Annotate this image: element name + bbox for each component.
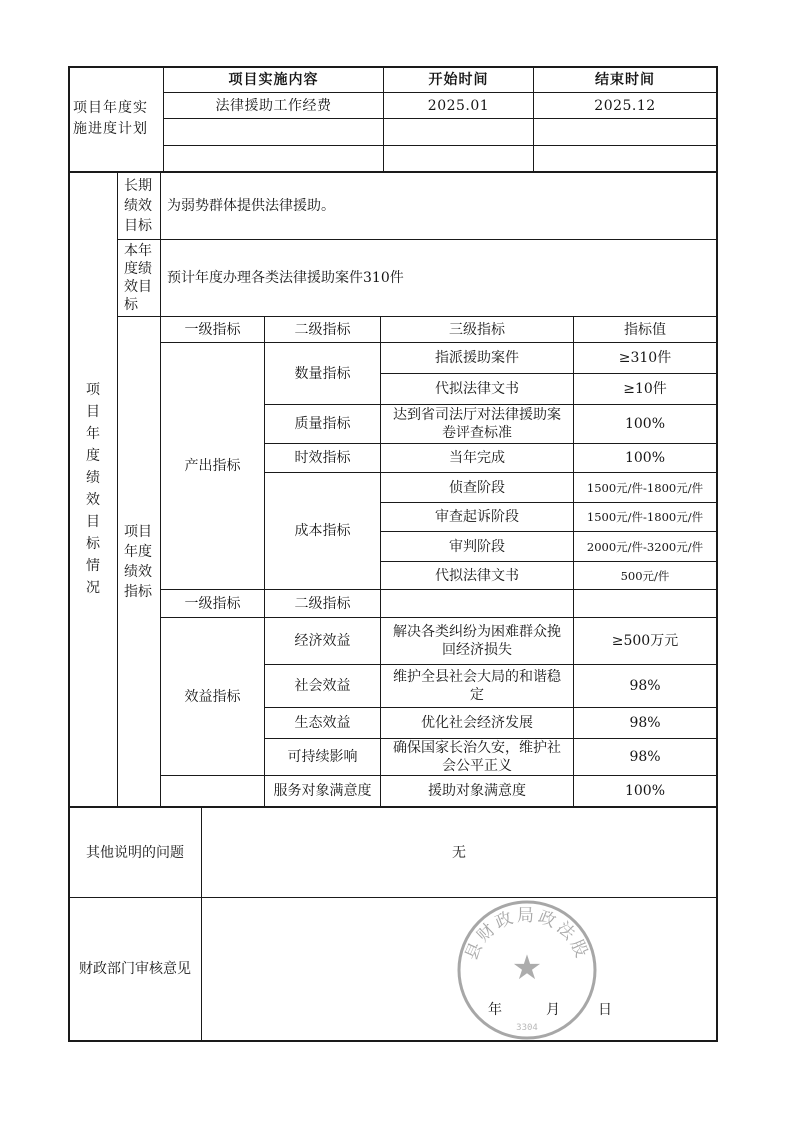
- header2-level1: 一级指标: [184, 595, 241, 612]
- cost-item-value: 2000元/件-3200元/件: [586, 539, 704, 554]
- annual-text: 预计年度办理各类法律援助案件310件: [167, 270, 404, 286]
- quantity-item-value: ≥310件: [618, 350, 672, 366]
- cost-item-value: 1500元/件-1800元/件: [586, 480, 704, 495]
- timeliness-item-value: 100%: [624, 450, 666, 466]
- review-label: 财政部门审核意见: [79, 961, 191, 977]
- review-date-day: 日: [598, 1002, 612, 1018]
- other-text: 无: [452, 844, 466, 861]
- schedule-row-label: [69, 67, 163, 171]
- cost-item-name: 代拟法律文书: [435, 567, 519, 584]
- sustainable-label: 可持续影响: [287, 749, 358, 765]
- header-content: 项目实施内容: [228, 71, 319, 88]
- indicators-label-text: 项目年度绩效指标: [124, 523, 152, 600]
- cost-item-name: 审查起诉阶段: [435, 509, 519, 525]
- sustainable-item-name: 确保国家长治久安，维护社会公平正义: [393, 740, 561, 774]
- review-date-year: 年: [488, 1002, 502, 1018]
- economic-item-value: ≥500万元: [611, 633, 679, 649]
- satisfaction-item-value: 100%: [624, 783, 666, 799]
- ecological-label: 生态效益: [294, 715, 351, 731]
- quantity-item-name: 指派援助案件: [435, 350, 519, 366]
- svg-text:3304: 3304: [516, 1023, 538, 1033]
- header-start: 开始时间: [428, 71, 489, 88]
- quantity-item-value: ≥10件: [623, 381, 667, 397]
- quality-item-value: 100%: [624, 416, 666, 432]
- satisfaction-item-name: 援助对象满意度: [428, 783, 526, 799]
- annual-label-text: 本年度绩效目标: [124, 243, 152, 313]
- other-label: 其他说明的问题: [86, 844, 184, 861]
- svg-text:县财政局政法股: 县财政局政法股: [461, 906, 593, 964]
- ecological-item-value: 98%: [629, 715, 661, 731]
- cost-item-name: 侦查阶段: [449, 479, 505, 496]
- cost-item-value: 1500元/件-1800元/件: [586, 510, 704, 524]
- long-term-text: 为弱势群体提供法律援助。: [167, 197, 335, 214]
- header-level2: 二级指标: [294, 321, 351, 338]
- long-term-label: [118, 172, 160, 239]
- schedule-row-label-text: 项目年度实施进度计划: [73, 100, 148, 137]
- annual-label: [118, 240, 160, 316]
- social-item-value: 98%: [629, 678, 661, 694]
- quality-label: 质量指标: [294, 416, 351, 432]
- economic-item-name: 解决各类纠纷为困难群众挽回经济损失: [393, 624, 561, 658]
- cost-item-value: 500元/件: [620, 568, 670, 583]
- goals-section-label-text: 项目年度绩效目标情况: [86, 382, 100, 596]
- cost-label: 成本指标: [294, 523, 351, 539]
- sustainable-item-value: 98%: [629, 749, 661, 765]
- timeliness-label: 时效指标: [294, 450, 351, 466]
- goals-section-label: [69, 172, 117, 806]
- header2-level2: 二级指标: [294, 595, 351, 612]
- header-level1: 一级指标: [184, 321, 241, 338]
- schedule-row-start: 2025.01: [427, 97, 490, 114]
- header-level3: 三级指标: [449, 321, 505, 338]
- social-item-name: 维护全县社会大局的和谐稳定: [393, 669, 561, 703]
- quantity-label: 数量指标: [294, 365, 351, 382]
- indicators-label: [118, 317, 160, 806]
- long-term-label-text: 长期绩效目标: [124, 177, 152, 234]
- benefit-label: 效益指标: [184, 688, 241, 705]
- social-label: 社会效益: [294, 678, 351, 694]
- economic-label: 经济效益: [294, 633, 351, 649]
- quality-item-name: 达到省司法厅对法律援助案卷评查标准: [393, 407, 561, 441]
- quantity-item-name: 代拟法律文书: [435, 381, 519, 397]
- satisfaction-label: 服务对象满意度: [273, 783, 372, 799]
- schedule-row-content: 法律援助工作经费: [215, 97, 332, 114]
- header-end: 结束时间: [595, 71, 655, 88]
- schedule-row-end: 2025.12: [594, 97, 656, 114]
- cost-item-name: 审判阶段: [449, 538, 505, 555]
- svg-text:★: ★: [511, 948, 543, 988]
- ecological-item-name: 优化社会经济发展: [421, 715, 533, 731]
- output-label: 产出指标: [184, 458, 241, 474]
- official-seal-stamp: [452, 895, 602, 1045]
- header-value: 指标值: [624, 321, 666, 338]
- timeliness-item-name: 当年完成: [449, 450, 505, 466]
- review-date-month: 月: [546, 1002, 560, 1018]
